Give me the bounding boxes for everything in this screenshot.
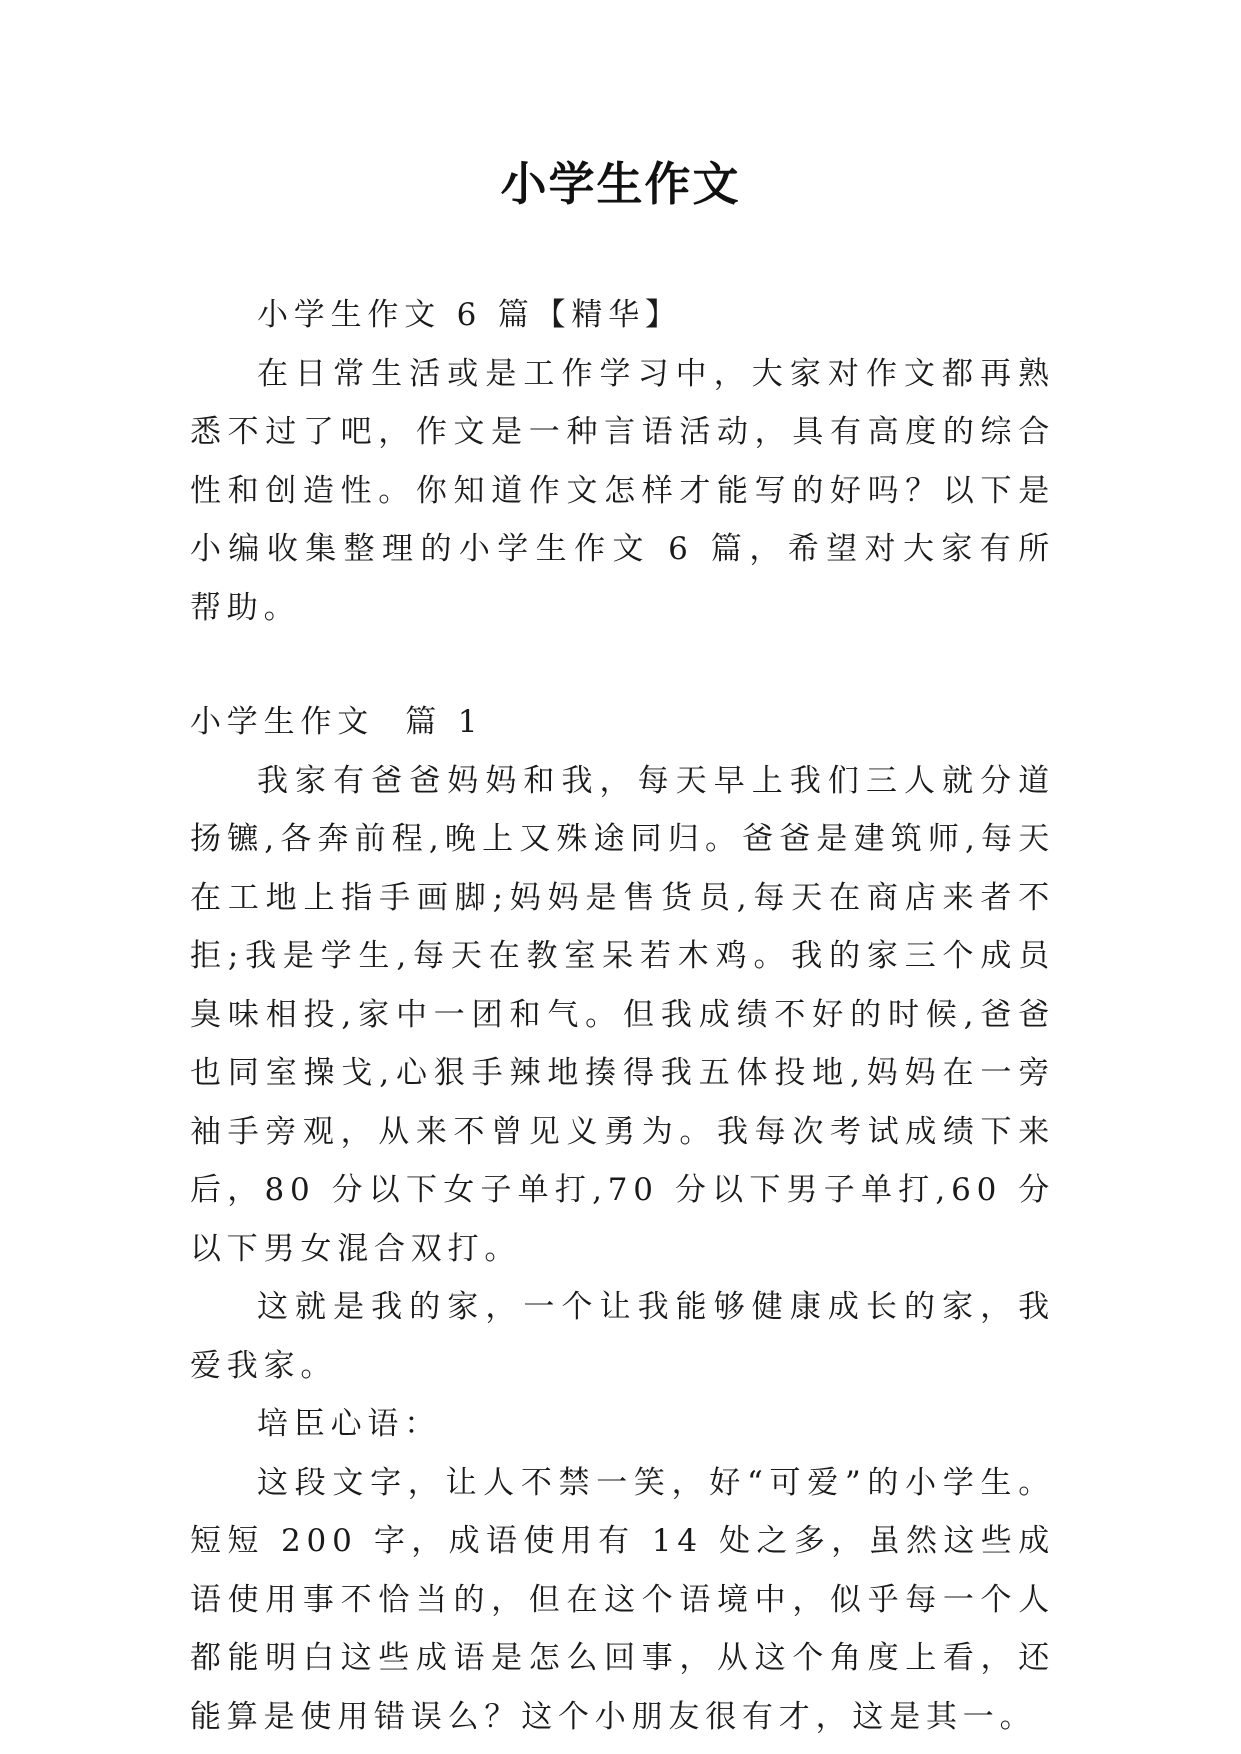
intro-paragraph: 在日常生活或是工作学习中，大家对作文都再熟悉不过了吧，作文是一种言语活动，具有高度的综合性和创造性。你知道作文怎样才能写的好吗？以下是小编收集整理的小学生作文 6 篇，希望对大家有所帮助。 — [190, 355, 1055, 626]
body-paragraph: 培臣心语： — [257, 1406, 441, 1442]
spacer — [190, 637, 1055, 693]
body-paragraph: 这段文字，让人不禁一笑，好“可爱”的小学生。短短 200 字，成语使用有 14 处之多，虽然这些成语使用事不恰当的，但在这个语境中，似乎每一个人都能明白这些成语是怎么回事，从这个角度上看，还能算是使用错误么？这个小朋友很有才，这是其一。 — [190, 1464, 1055, 1735]
body-paragraph: 我家有爸爸妈妈和我，每天早上我们三人就分道扬镳,各奔前程,晚上又殊途同归。爸爸是建筑师,每天在工地上指手画脚;妈妈是售货员,每天在商店来者不拒;我是学生,每天在教室呆若木鸡。我的家三个成员臭味相投,家中一团和气。但我成绩不好的时候,爸爸也同室操戈,心狠手辣地揍得我五体投地,妈妈在一旁袖手旁观，从来不曾见义勇为。我每次考试成绩下来后，80 分以下女子单打,70 分以下男子单打,60 分以下男女混合双打。 — [190, 762, 1055, 1267]
section-title: 小学生作文 篇 1 — [190, 704, 484, 740]
body-paragraph: 这就是我的家，一个让我能够健康成长的家，我爱我家。 — [190, 1289, 1055, 1384]
subtitle: 小学生作文 6 篇【精华】 — [257, 297, 682, 333]
document-title: 小学生作文 — [500, 157, 741, 211]
document-body — [190, 286, 1055, 1746]
